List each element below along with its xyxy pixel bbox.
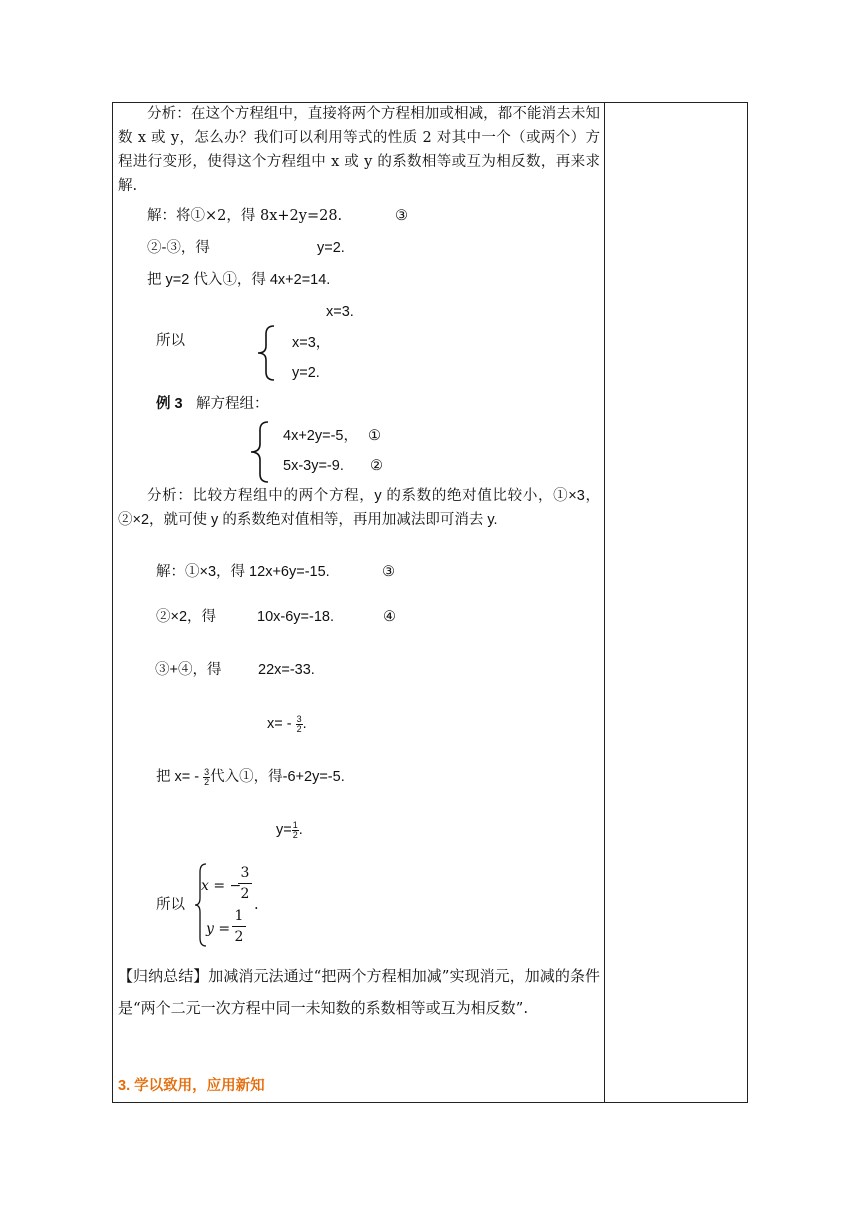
- solution2-line2-rhs: 10x-6y=-18.: [257, 609, 334, 625]
- analysis-paragraph-2: 分析：比较方程组中的两个方程，y 的系数的绝对值比较小，①×3，②×2，就可使 y 的系数绝对值相等，再用加减法即可消去 y.: [118, 488, 600, 528]
- solution2-line1: 解：①×3，得 12x+6y=-15.: [156, 564, 330, 580]
- example3-label: 例 3: [156, 396, 183, 412]
- solution2-line6: y= $\frac{1}{2}$ .: [276, 819, 303, 840]
- solution2-tag3: ③: [382, 564, 395, 580]
- solution2-system-y: y =: [206, 921, 231, 937]
- solution1-line1: 解：将①×2，得 8x+2y=28.: [147, 208, 343, 224]
- solution1-tag3: ③: [395, 208, 408, 224]
- analysis-paragraph-1: 分析：在这个方程组中，直接将两个方程相加或相减，都不能消去未知数 x 或 y，怎么办？我们可以利用等式的性质 2 对其中一个（或两个）方程进行变形，使得这个方程组中 x 或 y 的系数相等或互为相反数，再来求解.: [118, 106, 600, 194]
- table-column-divider: [604, 102, 605, 1103]
- solution1-system-x: x=3，: [292, 335, 331, 351]
- solution2-line5-post: 代入①，得-6+2y=-5.: [210, 769, 345, 785]
- solution2-line2-lhs: ②×2，得: [156, 609, 217, 625]
- example3-tag1: ①: [368, 428, 381, 444]
- example3-brace: [248, 420, 270, 484]
- fraction-one-half: $\frac{1}{2}$: [292, 819, 298, 840]
- solution2-line3-lhs: ③+④，得: [155, 662, 222, 678]
- solution2-line5: [156, 765, 345, 789]
- solution2-tag4: ④: [383, 609, 396, 625]
- example3-title: 解方程组：: [196, 396, 269, 412]
- solution1-line2-rhs: y=2.: [317, 240, 345, 256]
- solution1-line4: x=3.: [326, 304, 354, 320]
- system-y-fraction: 1 2: [232, 906, 246, 947]
- system-x-fraction: 3 2: [238, 863, 252, 904]
- solution2-therefore: 所以: [156, 897, 185, 913]
- example3-equation1: 4x+2y=-5，: [283, 428, 358, 444]
- solution2-system-x: x = −: [201, 878, 242, 894]
- solution2-system-end: .: [254, 897, 259, 913]
- fraction-three-halves: $\frac{3}{2}$: [296, 713, 302, 734]
- example3-tag2: ②: [370, 458, 383, 474]
- solution1-therefore: 所以: [156, 333, 185, 349]
- solution1-line3: 把 y=2 代入①，得 4x+2=14.: [147, 272, 331, 288]
- section-heading-3: 3. 学以致用，应用新知: [118, 1078, 265, 1094]
- example3-equation2: 5x-3y=-9.: [283, 458, 344, 474]
- solution2-line3-rhs: 22x=-33.: [258, 662, 315, 678]
- solution2-line5-pre: 把 x= -: [156, 769, 200, 785]
- solution1-line2-lhs: ②-③，得: [147, 240, 210, 256]
- summary-paragraph: 【归纳总结】加减消元法通过“把两个方程相加减”实现消元，加减的条件是“两个二元一次方程中同一未知数的系数相等或互为相反数”.: [118, 967, 600, 1017]
- solution1-brace: [256, 324, 278, 382]
- solution2-line4-pre: x= -: [267, 716, 292, 732]
- solution2-line4: x= - $\frac{3}{2}$ .: [267, 713, 307, 734]
- solution1-system-y: y=2.: [292, 365, 320, 381]
- fraction-three-halves-2: $\frac{3}{2}$: [204, 766, 210, 787]
